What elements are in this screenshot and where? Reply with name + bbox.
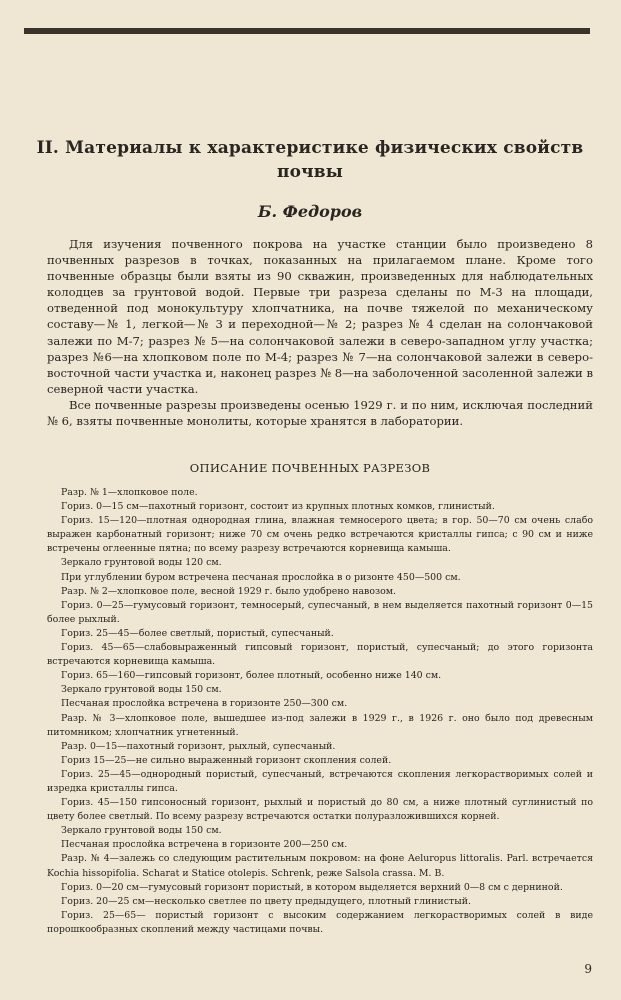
intro-paragraph: Все почвенные разрезы произведены осенью 1929 г. и по ним, исключая последний № 6, взяты почвенные монолиты, которые хранятся в лаборатории. (47, 397, 593, 429)
description-line: Гориз. 0—25—гумусовый горизонт, темносерый, супесчаный, в нем выделяется пахотный горизонт 0—15 более рыхлый. (47, 599, 593, 625)
description-line: Разр. № 4—залежь со следующим растительным покровом: на фоне Aeluropus littoralis. Parl. встречается Kochia hissopifolia. Scharat и Statice otolepis. Schrenk, реже Salsola crassa. М. В. (47, 853, 593, 879)
description-line: Песчаная прослойка встречена в горизонте 250—300 см. (61, 698, 348, 710)
description-line: Гориз. 0—15 см—пахотный горизонт, состоит из крупных плотных комков, глинистый. (61, 501, 495, 513)
page-number: 9 (584, 962, 592, 976)
description-line: Разр. № 3—хлопковое поле, вышедшее из-под залежи в 1929 г., в 1926 г. оно было под древесным питомником; хлопчатник угнетенный. (47, 712, 593, 738)
description-line: Гориз. 45—150 гипсоносный горизонт, рыхлый и пористый до 80 см, а ниже плотный суглинистый по цвету более светлый. По всему разрезу встречаются остатки полуразложившихся корней. (47, 797, 593, 823)
top-rule (24, 28, 590, 34)
description-line: Гориз. 15—120—плотная однородная глина, влажная темносерого цвета; в гор. 50—70 см очень слабо выражен карбонатный горизонт; ниже 70 см очень редко встречаются кристаллы гипса; с 90 см и ниже встречены оглеенные пятна; по всему разрезу встречаются корневища камыша. (47, 515, 593, 555)
description-line: Зеркало грунтовой воды 150 см. (61, 684, 222, 696)
section-heading: ОПИСАНИЕ ПОЧВЕННЫХ РАЗРЕЗОВ (189, 461, 431, 475)
description-line: Песчаная прослойка встречена в горизонте 200—250 см. (61, 839, 348, 851)
soil-descriptions (47, 486, 593, 937)
description-line: Зеркало грунтовой воды 150 см. (61, 825, 222, 837)
description-line: Гориз. 25—45—однородный пористый, супесчаный, встречаются скопления легкорастворимых солей и изредка кристаллы гипса. (47, 768, 593, 794)
author-name: Б. Федоров (257, 202, 363, 221)
description-line: Гориз. 0—20 см—гумусовый горизонт пористый, в котором выделяется верхний 0—8 см с дерниной. (61, 881, 563, 893)
description-line: Разр. № 2—хлопковое поле, весной 1929 г. было удобрено навозом. (61, 585, 396, 597)
intro-text (47, 236, 593, 429)
description-line: Гориз 15—25—не сильно выраженный горизонт скопления солей. (61, 754, 392, 766)
description-line: Гориз. 25—45—более светлый, пористый, супесчаный. (61, 627, 334, 639)
intro-paragraph: Для изучения почвенного покрова на участке станции было произведено 8 почвенных разрезов в точках, показанных на прилагаемом плане. Кроме того почвенные образцы были взяты из 90 скважин, произведенных для наблюдательных колодцев за грунтовой водой. Первые три разреза сделаны по М-3 на площади, отведенной под монокультуру хлопчатника, на почве тяжелой по механическому составу—№ 1, легкой—№ 3 и переходной—№ 2; разрез № 4 сделан на солончаковой залежи по М-7; разрез № 5—на солончаковой залежи в северо-западном углу участка; разрез №6—на хлопковом поле по М-4; разрез № 7—на солончаковой залежи в северо-восточной части участка и, наконец разрез № 8—на заболоченной засоленной залежи в северной части участка. (47, 237, 593, 396)
description-line: Зеркало грунтовой воды 120 см. (61, 557, 222, 569)
description-line: Гориз. 20—25 см—несколько светлее по цвету предыдущего, плотный глинистый. (61, 895, 471, 907)
article-title: II. Материалы к характеристике физических свойств почвы (36, 138, 584, 182)
description-line: Гориз. 25—65— пористый горизонт с высоким содержанием легкорастворимых солей в виде порошкообразных скоплений между частицами почвы. (47, 909, 593, 935)
description-line: Разр. № 1—хлопковое поле. (61, 487, 198, 498)
description-line: При углублении буром встречена песчаная прослойка в о ризонте 450—500 см. (61, 571, 461, 583)
description-line: Разр. 0—15—пахотный горизонт, рыхлый, супесчаный. (61, 740, 336, 752)
description-line: Гориз. 65—160—гипсовый горизонт, более плотный, особенно ниже 140 см. (61, 670, 442, 682)
description-line: Гориз. 45—65—слабовыраженный гипсовый горизонт, пористый, супесчаный; до этого горизонта встречаются корневища камыша. (47, 642, 593, 668)
